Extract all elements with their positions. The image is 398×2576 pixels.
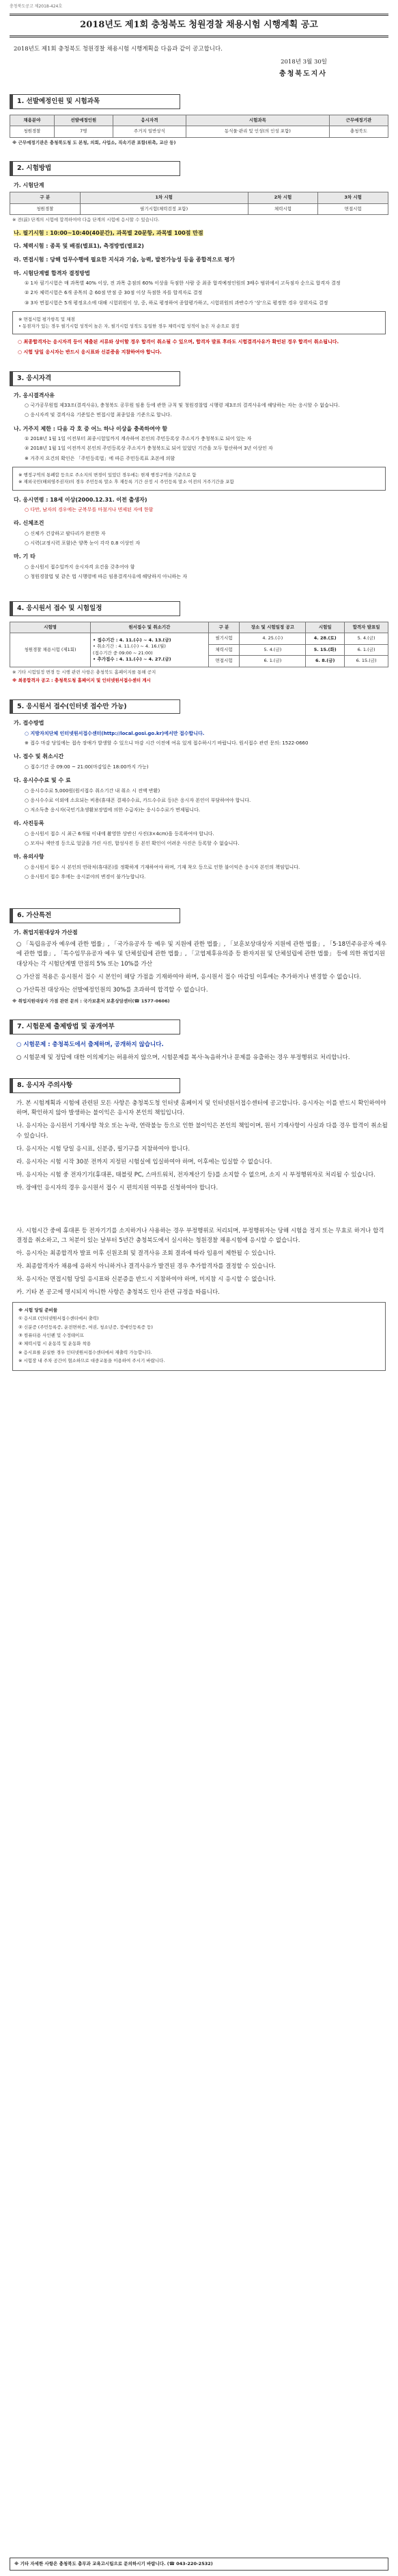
table-cell: 청원경찰 채용시험 (제1회) bbox=[10, 633, 91, 667]
paragraph: ○ 국가공무원법 제33조(결격사유), 충청북도 공무원 임용 등에 관한 규칙 및 청원경찰법 시행령 제3조의 결격사유에 해당하는 자는 응시할 수 없습니다. bbox=[25, 403, 340, 409]
schedule-table bbox=[10, 622, 388, 667]
section-heading-2: 2. 시험방법 bbox=[10, 161, 180, 176]
subheading: 다. 응시연령 : 18세 이상(2000.12.31. 이전 출생자) bbox=[14, 496, 147, 503]
paragraph: ② 2차 체력시험은 6개 종목의 총 60점 만점 중 30점 이상 득점한 자를 합격자로 결정 bbox=[25, 290, 203, 296]
table-cell: 충청북도 bbox=[329, 126, 388, 137]
paragraph: ○ 저소득층 응시자(국민기초생활보장법에 의한 수급자)는 응시수수료가 면제됩니다. bbox=[25, 807, 201, 813]
paragraph: ○ 응시수수료 이외에 소요되는 비용(휴대폰 결제수수료, 카드수수료 등)은 응시자 본인이 부담하여야 합니다. bbox=[25, 797, 251, 803]
subheading: 나. 거주지 제한 : 다음 각 호 중 어느 하나 이상을 충족하여야 함 bbox=[14, 425, 168, 432]
table-cell: 청원경찰 bbox=[10, 203, 81, 214]
table-header: 2차 시험 bbox=[248, 192, 318, 203]
table-header: 구 분 bbox=[10, 192, 81, 203]
box-line: ※ 재외국민(해외영주권자)의 경우 주민등록 말소 후 재등록 기간 산정 시 주민등록 말소 이전의 거주기간을 포함 bbox=[18, 479, 234, 485]
paragraph: ○ 응시원서 접수 시 최근 6개월 이내에 촬영한 상반신 사진(3×4cm)을 등록하여야 합니다. bbox=[25, 830, 214, 837]
list-item: 차. 응시자는 면접시험 당일 응시표와 신분증을 반드시 지참하여야 하며, 미지참 시 응시할 수 없습니다. bbox=[16, 1276, 276, 1284]
subheading: 라. 신체조건 bbox=[14, 520, 44, 527]
table-header: 시험과목 bbox=[186, 115, 329, 126]
table-cell: 필기시험(체력검정 포함) bbox=[80, 203, 248, 214]
subheading: 다. 응시수수료 및 수 료 bbox=[14, 777, 71, 784]
paragraph: ○ 모자나 색안경 등으로 얼굴을 가린 사진, 합성사진 등 본인 확인이 어려운 사진은 등록할 수 없습니다. bbox=[25, 840, 240, 846]
warning-text: ○ 시험 당일 응시자는 반드시 응시표와 신분증을 지참하여야 합니다. bbox=[18, 349, 162, 355]
paragraph: ○ 신체가 건강하고 팔다리가 완전한 자 bbox=[25, 530, 106, 536]
paragraph: ① 1차 필기시험은 매 과목별 40% 이상, 전 과목 총점의 60% 이상을 득점한 사람 중 최종 합격예정인원의 3배수 범위에서 고득점자 순으로 합격자 결정 bbox=[25, 280, 341, 287]
box-line: • 동점자가 있는 경우 필기시험 성적이 높은 자, 필기시험 성적도 동일한 경우 체력시험 성적이 높은 자 순으로 결정 bbox=[18, 323, 240, 330]
paragraph: ③ 3차 면접시험은 5개 평정요소에 대해 시험위원이 상, 중, 하로 평정하여 종합평가하고, 시험위원의 과반수가 '상'으로 평정한 경우 상위자로 결정 bbox=[25, 300, 328, 306]
table-header: 원서접수 및 취소기간 bbox=[91, 622, 209, 633]
section-note: ※ 기타 시험일정 변경 등 시행 관련 사항은 충청북도 홈페이지를 통해 공지 bbox=[12, 669, 156, 675]
paragraph: ○ 「독립유공자 예우에 관한 법률」, 「국가유공자 등 예우 및 지원에 관한 법률」, 「보훈보상대상자 지원에 관한 법률」, 「5·18민주유공자 예우에 관한 법률」, 「특수임무유공자 예우 및 단체설립에 관한 법률」, 「고엽제후유의증 등 환자지원 및 단체설립에 관한 법률」 등에 의한 취업지원대상자는 각 시험단계별 만점의 5% 또는 10%를 가산 bbox=[16, 940, 387, 968]
paragraph: ※ 접수 마감 당일에는 접속 장애가 발생할 수 있으니 마감 시간 이전에 여유 있게 접수하시기 바랍니다. 원서접수 관련 문의: 1522-0660 bbox=[25, 740, 309, 747]
section-heading-7: 7. 시험문제 출제방법 및 공개여부 bbox=[10, 1019, 180, 1034]
table-cell: 6. 8.(금) bbox=[306, 656, 345, 667]
table-cell: 면접시험 bbox=[208, 656, 240, 667]
table-cell: 동식물·관리 및 인성(의 인성 포함) bbox=[186, 126, 329, 137]
section-heading-5: 5. 응시원서 접수(인터넷 접수만 가능) bbox=[10, 699, 180, 714]
list-item: 카. 기타 본 공고에 명시되지 아니한 사항은 충청북도 인사 관련 규정을 따릅니다. bbox=[16, 1288, 220, 1296]
section-heading-8: 8. 응시자 주의사항 bbox=[10, 1078, 180, 1093]
table-cell: 필기시험 bbox=[208, 633, 240, 644]
paragraph: ○ 청원경찰법 및 같은 법 시행령에 따른 임용결격사유에 해당하지 아니하는 자 bbox=[25, 574, 187, 580]
recruitment-table bbox=[10, 115, 388, 138]
subheading: 가. 응시결격사유 bbox=[14, 392, 55, 399]
box-line: ① 응시표 (인터넷원서접수센터에서 출력) bbox=[18, 1316, 99, 1322]
table-header: 시험명 bbox=[10, 622, 91, 633]
list-item: 아. 응시자는 최종합격자 발표 이후 신원조회 및 결격사유 조회 결과에 따라 임용이 제한될 수 있습니다. bbox=[16, 1250, 276, 1258]
list-item: 바. 장애인 응시자의 경우 응시원서 접수 시 편의지원 여부를 신청하여야 합니다. bbox=[16, 1184, 218, 1191]
subheading: 마. 시험단계별 합격자 결정방법 bbox=[14, 270, 90, 276]
table-cell: 4. 25.(수) bbox=[240, 633, 306, 644]
table-cell: 5. 4.(금) bbox=[345, 633, 388, 644]
paragraph: ○ 접수기간 중 09:00 ~ 21:00(마감일은 18:00까지 가능) bbox=[25, 764, 149, 770]
info-box bbox=[12, 467, 386, 491]
section-heading-3: 3. 응시자격 bbox=[10, 371, 180, 386]
table-cell: 7명 bbox=[54, 126, 113, 137]
paragraph: ※ 거주지 요건의 확인은 「주민등록법」에 따른 주민등록표 초본에 의함 bbox=[25, 455, 175, 461]
box-line: ④ 체력시험 시 운동복 및 운동화 착용 bbox=[18, 1341, 91, 1347]
list-item: 다. 응시자는 시험 당일 응시표, 신분증, 필기구를 지참하여야 합니다. bbox=[16, 1146, 190, 1153]
paragraph: ○ 가산점 적용은 응시원서 접수 시 본인이 해당 가점을 기재하여야 하며, 응시원서 접수 마감일 이후에는 추가하거나 변경할 수 없습니다. bbox=[16, 974, 361, 981]
table-header: 근무예정기관 bbox=[329, 115, 388, 126]
paragraph: ○ 지방자치단체 인터넷원서접수센터(http://local.gosi.go.kr)에서만 접수합니다. bbox=[25, 730, 205, 736]
paragraph: ○ 응시자격 및 결격사유 기준일은 면접시험 최종일을 기준으로 합니다. bbox=[25, 412, 172, 418]
table-header: 시험일 bbox=[306, 622, 345, 633]
period-line: • 접수기간 : 4. 11.(수) ~ 4. 13.(금) bbox=[93, 637, 171, 643]
table-header: 응시자격 bbox=[113, 115, 186, 126]
paragraph bbox=[16, 1040, 388, 1050]
table-header: 구 분 bbox=[208, 622, 240, 633]
subheading: 마. 기 타 bbox=[14, 553, 35, 560]
written-exam-text: 나. 필기시험 : 10:00~10:40(40분간), 과목별 20문항, 과목별 100점 만점 bbox=[14, 229, 203, 236]
list-item: 자. 최종합격자가 채용에 응하지 아니하거나 결격사유가 발견된 경우 추가합격자를 결정할 수 있습니다. bbox=[16, 1263, 276, 1271]
table-cell: 주거지 일반상식 bbox=[113, 126, 186, 137]
paragraph: ○ 응시원서 접수일까지 응시자격 요건을 갖추어야 함 bbox=[25, 564, 135, 570]
table-cell: 6. 1.(금) bbox=[240, 656, 306, 667]
table-header: 선발예정인원 bbox=[54, 115, 113, 126]
table-cell: 4. 28.(토) bbox=[306, 633, 345, 644]
table-header: 1차 시험 bbox=[80, 192, 248, 203]
table-header: 3차 시험 bbox=[318, 192, 388, 203]
list-item: 나. 응시자는 응시원서 기재사항 착오 또는 누락, 연락불능 등으로 인한 불이익은 본인의 책임이며, 원서 기재사항이 사실과 다를 경우 합격이 취소될 수 있습니다. bbox=[16, 1123, 388, 1140]
section-note: ※ 근무예정기관은 충청북도청 도 본청, 의회, 사업소, 직속기관 포함(위촉, 교산 등) bbox=[12, 139, 176, 145]
box-line: ③ 컴퓨터용 사인펜 및 수정테이프 bbox=[18, 1333, 84, 1338]
table-header: 합격자 발표일 bbox=[345, 622, 388, 633]
paragraph: ○ 가산특전 대상자는 선발예정인원의 30%를 초과하여 합격할 수 없습니다. bbox=[16, 987, 208, 994]
table-cell: 6. 1.(금) bbox=[345, 644, 388, 655]
table-cell: 5. 15.(화) bbox=[306, 644, 345, 655]
period-line: • 추가접수 : 4. 11.(수) ~ 4. 27.(금) bbox=[93, 656, 171, 662]
subheading: 다. 체력시험 : 종목 및 배점(별표1), 측정방법(별표2) bbox=[14, 243, 144, 250]
box-line: ※ 시험장 내 주차 공간이 협소하므로 대중교통을 이용하여 주시기 바랍니다. bbox=[18, 1358, 165, 1364]
box-line: ② 신분증 (주민등록증, 운전면허증, 여권, 청소년증, 장애인등록증 등) bbox=[18, 1324, 153, 1330]
table-cell bbox=[91, 633, 209, 667]
section-note: ※ 취업지원대상자 가점 관련 문의 : 국가보훈처 보훈상담센터(☎ 1577-0606) bbox=[12, 998, 170, 1004]
table-cell: 체력시험 bbox=[208, 644, 240, 655]
announcement-number: 충청북도공고 제2018-424호 bbox=[10, 4, 63, 9]
paragraph: ○ 응시수수료 5,000원(원서접수 취소기간 내 취소 시 전액 반환) bbox=[25, 787, 160, 794]
box-title: ※ 시험 당일 준비물 bbox=[18, 1307, 58, 1313]
list-item: 라. 응시자는 시험 시작 30분 전까지 지정된 시험실에 입실하여야 하며, 이후에는 입실할 수 없습니다. bbox=[16, 1158, 272, 1166]
period-line: (접수기간 중 09:00 ~ 21:00) bbox=[93, 650, 153, 656]
subheading: 마. 유의사항 bbox=[14, 854, 44, 860]
paragraph: ② 2018년 1월 1일 이전까지 본인의 주민등록상 주소지가 충청북도로 되어 있었던 기간을 모두 합산하여 3년 이상인 자 bbox=[25, 446, 273, 452]
section-heading-4: 4. 응시원서 접수 및 시험일정 bbox=[10, 601, 180, 616]
section-note: ※ 최종합격자 공고 : 충청북도청 홈페이지 및 인터넷원서접수센터 게시 bbox=[12, 678, 151, 684]
list-item: 마. 응시자는 시험 중 전자기기(휴대폰, 태블릿 PC, 스마트워치, 전자계산기 등)를 소지할 수 없으며, 소지 시 부정행위자로 처리될 수 있습니다. bbox=[16, 1171, 375, 1178]
subheading: 라. 면접시험 : 당해 업무수행에 필요한 지식과 기술, 능력, 발전가능성 등을 종합적으로 평가 bbox=[14, 256, 235, 263]
paragraph: ○ 응시원서 접수 시 본인의 연락처(휴대폰)를 정확하게 기재하여야 하며, 기재 착오 등으로 인한 불이익은 응시자 본인의 책임입니다. bbox=[25, 864, 300, 870]
page-title: 2018년도 제1회 충청북도 청원경찰 채용시험 시행계획 공고 bbox=[10, 14, 388, 38]
table-cell: 면접시험 bbox=[318, 203, 388, 214]
intro-text: 2018년도 제1회 충청북도 청원경찰 채용시험 시행계획을 다음과 같이 공고합니다. bbox=[14, 45, 223, 53]
spacer bbox=[10, 1196, 388, 1224]
subheading bbox=[14, 229, 388, 237]
subheading: 가. 시험단계 bbox=[14, 182, 44, 188]
paragraph: ① 2018년 1월 1일 이전부터 최종시험일까지 계속하여 본인의 주민등록상 주소지가 충청북도로 되어 있는 자 bbox=[25, 436, 252, 442]
paragraph: ○ 다만, 남자의 경우에는 군복무를 마쳤거나 면제된 자에 한함 bbox=[25, 507, 154, 513]
paragraph: ○ 시험문제 및 정답에 대한 이의제기는 허용하지 않으며, 시험문제를 복사·녹음하거나 문제를 유출하는 경우 부정행위로 처리합니다. bbox=[16, 1054, 350, 1061]
table-header: 채용분야 bbox=[10, 115, 55, 126]
table-cell: 체력시험 bbox=[248, 203, 318, 214]
subheading: 나. 접수 및 취소시간 bbox=[14, 753, 64, 760]
box-line: ※ 응시표를 분실한 경우 인터넷원서접수센터에서 재출력 가능합니다. bbox=[18, 1349, 152, 1355]
table-header: 장소 및 시험일정 공고 bbox=[240, 622, 306, 633]
info-box bbox=[12, 1302, 386, 1371]
section-note: ※ 전(前) 단계의 시험에 합격하여야 다음 단계의 시험에 응시할 수 있습니다. bbox=[12, 217, 160, 223]
box-line: ※ 행정구역의 통폐합 등으로 주소지의 변경이 있었던 경우에는 현재 행정구역을 기준으로 함 bbox=[18, 472, 197, 478]
table-cell: 6. 15.(금) bbox=[345, 656, 388, 667]
contact-footer: ※ 기타 자세한 사항은 충청북도 총무과 교육고시팀으로 문의하시기 바랍니다. (☎ 043-220-2532) bbox=[10, 2558, 388, 2571]
exam-question-text: ○ 시험문제 : 충청북도에서 출제하며, 공개하지 않습니다. bbox=[16, 1041, 164, 1049]
list-item: 가. 본 시험계획과 시험에 관련된 모든 사항은 충청북도청 인터넷 홈페이지 및 인터넷원서접수센터에 공고합니다. 응시자는 이를 반드시 확인하여야 하며, 확인하지 않아 발생하는 불이익은 응시자 본인의 책임입니다. bbox=[16, 1099, 386, 1117]
info-box bbox=[12, 311, 386, 335]
section-heading-6: 6. 가산특전 bbox=[10, 908, 180, 923]
period-line: • 취소기간 : 4. 11.(수) ~ 4. 16.(월) bbox=[93, 643, 166, 650]
box-line: ※ 면접시험 평가항목 및 채점 bbox=[18, 316, 75, 322]
list-item: 사. 시험시간 중에 휴대폰 등 전자기기를 소지하거나 사용하는 경우 부정행위로 처리되며, 부정행위자는 당해 시험을 정지 또는 무효로 하거나 합격결정을 취소하고, 그 처분이 있는 날부터 5년간 충청북도에서 실시하는 청원경찰 채용시험에 응시할 수 없습니다. bbox=[16, 1227, 384, 1245]
subheading: 가. 취업지원대상자 가산점 bbox=[14, 929, 78, 936]
announcement-date: 2018년 3월 30일 bbox=[281, 59, 327, 66]
table-cell: 청원경찰 bbox=[10, 126, 55, 137]
subheading: 가. 접수방법 bbox=[14, 720, 44, 727]
issuer: 충청북도지사 bbox=[279, 70, 327, 78]
exam-stage-table bbox=[10, 192, 388, 215]
section-heading-1: 1. 선발예정인원 및 시험과목 bbox=[10, 94, 180, 109]
paragraph: ○ 시력(교정시력 포함)은 양쪽 눈이 각각 0.8 이상인 자 bbox=[25, 540, 140, 547]
subheading: 라. 사진등록 bbox=[14, 820, 44, 827]
table-cell: 5. 4.(금) bbox=[240, 644, 306, 655]
warning-text: ○ 최종합격자는 응시자격 등이 제출된 서류와 상이할 경우 합격이 취소될 수 있으며, 합격자 발표 후라도 시험결격사유가 확인된 경우 합격이 취소됩니다. bbox=[18, 339, 339, 345]
paragraph: ○ 응시원서 접수 후에는 응시분야의 변경이 불가능합니다. bbox=[25, 873, 146, 880]
